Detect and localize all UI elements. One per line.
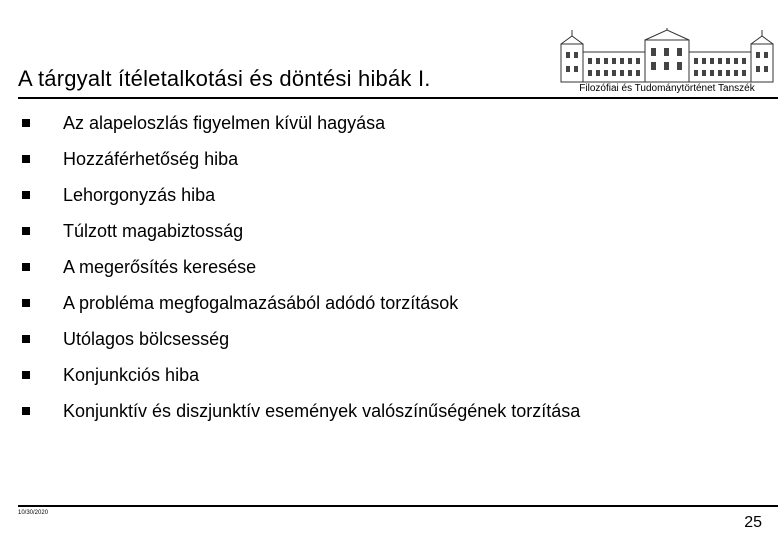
bullet-text: Konjunktív és diszjunktív események valószínűségének torzítása	[63, 400, 581, 421]
square-bullet-icon	[22, 299, 30, 307]
bullet-item	[22, 213, 580, 249]
bullet-item	[22, 285, 580, 321]
bullet-item	[22, 177, 580, 213]
square-bullet-icon	[22, 155, 30, 163]
bullet-item	[22, 249, 580, 285]
bullet-item	[22, 357, 580, 393]
page-number: 25	[744, 514, 762, 531]
square-bullet-icon	[22, 335, 30, 343]
bullet-text: Hozzáférhetőség hiba	[63, 148, 239, 169]
bullet-text: A megerősítés keresése	[63, 256, 257, 277]
bullet-item	[22, 393, 580, 429]
bullet-item	[22, 141, 580, 177]
bullet-text: Túlzott magabiztosság	[63, 220, 244, 241]
bullet-item	[22, 321, 580, 357]
footer-date: 10/30/2020	[18, 510, 49, 516]
bullet-item	[22, 105, 580, 141]
square-bullet-icon	[22, 263, 30, 271]
header-divider	[18, 97, 778, 99]
square-bullet-icon	[22, 191, 30, 199]
square-bullet-icon	[22, 407, 30, 415]
bullet-text: Lehorgonyzás hiba	[63, 184, 216, 205]
logo-caption: Filozófiai és Tudománytörténet Tanszék	[579, 83, 755, 94]
bullet-text: Az alapeloszlás figyelmen kívül hagyása	[63, 112, 386, 133]
bullet-text: Konjunkciós hiba	[63, 364, 200, 385]
slide-title: A tárgyalt ítéletalkotási és döntési hibák I.	[18, 66, 431, 91]
square-bullet-icon	[22, 119, 30, 127]
bullet-list	[22, 105, 580, 429]
footer-divider	[18, 505, 778, 507]
bullet-text: Utólagos bölcsesség	[63, 328, 230, 349]
bullet-text: A probléma megfogalmazásából adódó torzítások	[63, 292, 459, 313]
square-bullet-icon	[22, 227, 30, 235]
square-bullet-icon	[22, 371, 30, 379]
